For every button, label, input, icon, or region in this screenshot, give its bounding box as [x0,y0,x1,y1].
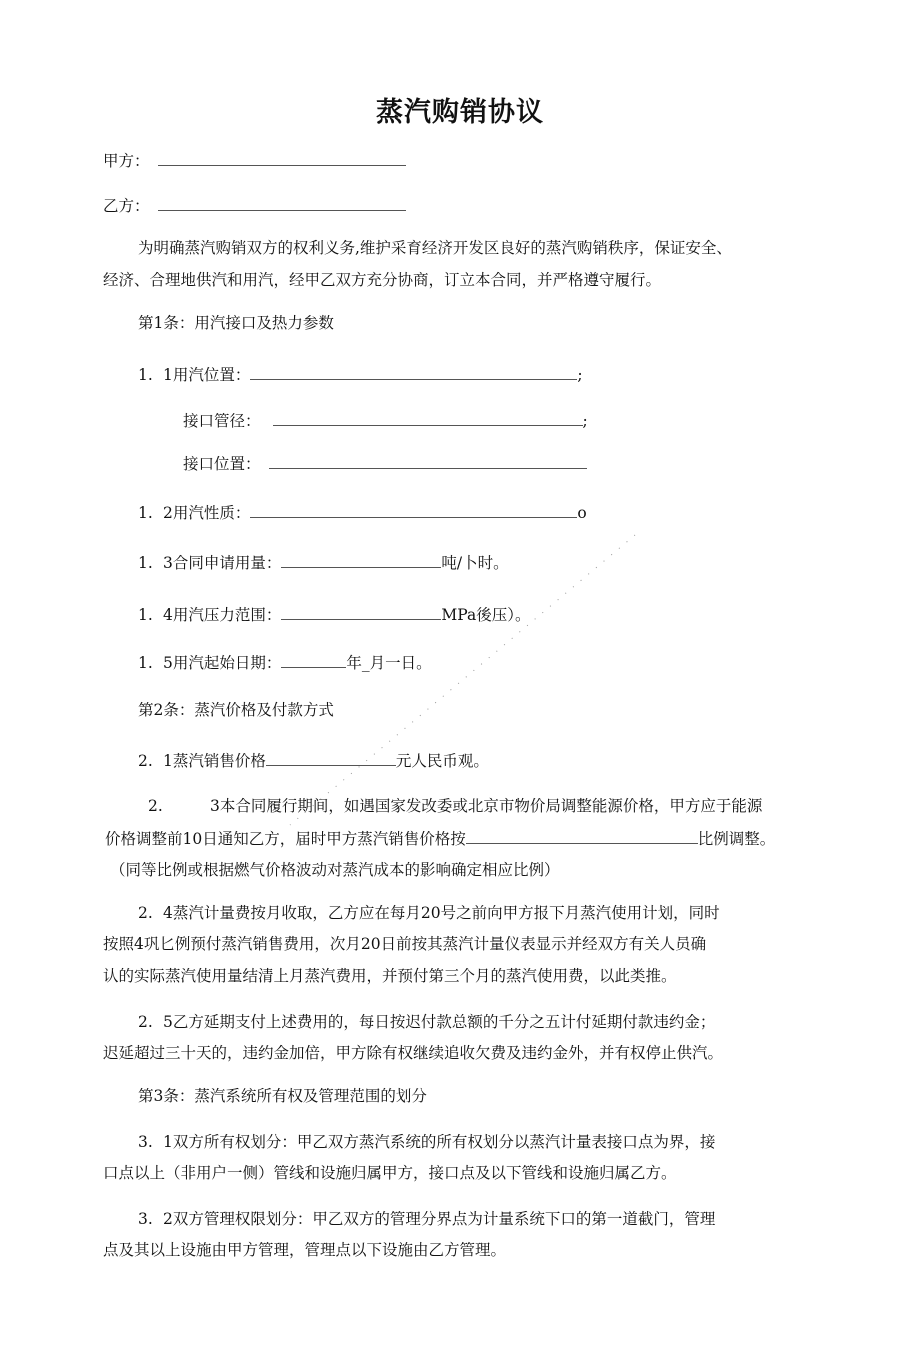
clause-end: ; [577,366,583,384]
party-a-label: 甲方： [103,152,150,170]
article-3-heading: 第3条：蒸汽系统所有权及管理范围的划分 [138,1087,427,1105]
clause-3-1-line-2: 口点以上（非用户一侧）管线和设施归属甲方，接口点及以下管线和设施归属乙方。 [103,1164,677,1182]
clause-end: 吨/卜时。 [441,554,509,572]
clause-number: 2. [148,797,163,815]
clause-label: 4用汽压力范围： [163,606,282,624]
clause-number: 1. [138,606,153,624]
clause-text: 5乙方延期支付上述费用的，每日按迟付款总额的千分之五计付延期付款违约金； [163,1013,716,1031]
clause-end: o [577,504,587,522]
clause-number: 2. [138,752,153,770]
pipe-label: 接口管径： [183,412,261,430]
clause-2-4-line-2: 按照4巩匕例预付蒸汽销售费用，次月20日前按其蒸汽计量仪表显示并经双方有关人员确 [103,935,707,953]
intro-line-1: 为明确蒸汽购销双方的权利义务,维护采育经济开发区良好的蒸汽购销秩序，保证安全、 [138,239,732,257]
clause-text: 4蒸汽计量费按月收取，乙方应在每月20号之前向甲方报下月蒸汽使用计划，同时 [163,904,720,922]
clause-number: 3. [138,1133,153,1151]
clause-number: 1. [138,654,153,672]
clause-3-2-line-2: 点及其以上设施由甲方管理，管理点以下设施由乙方管理。 [103,1241,507,1259]
clause-number: 2. [138,904,153,922]
clause-end: MPa後压）。 [441,606,531,624]
clause-2-5-line-2: 迟延超过三十天的，违约金加倍，甲方除有权继续追收欠费及违约金外，并有权停止供汽。 [103,1044,724,1062]
clause-2-4-line-3: 认的实际蒸汽使用量结清上月蒸汽费用，并预付第三个月的蒸汽使用费，以此类推。 [103,967,677,985]
article-1-heading: 第1条：用汽接口及热力参数 [138,314,334,332]
clause-text: 3本合同履行期间，如遇国家发改委或北京市物价局调整能源价格，甲方应于能源 [210,797,763,815]
clause-number: 1. [138,366,153,384]
clause-end: 元人民币观。 [395,752,489,770]
clause-text: 价格调整前10日通知乙方，届时甲方蒸汽销售价格按 [105,830,466,848]
clause-2-3-line-3: （同等比例或根据燃气价格波动对蒸汽成本的影响确定相应比例） [110,861,560,879]
document-title: 蒸汽购销协议 [376,97,544,128]
intro-line-2: 经济、合理地供汽和用汽，经甲乙双方充分协商，订立本合同，并严格遵守履行。 [103,271,662,289]
article-2-heading: 第2条：蒸汽价格及付款方式 [138,701,334,719]
clause-label: 1蒸汽销售价格 [163,752,266,770]
clause-label: 1用汽位置： [163,366,251,384]
position-label: 接口位置： [183,455,261,473]
clause-label: 3合同申请用量： [163,554,282,572]
clause-text: 2双方管理权限划分：甲乙双方的管理分界点为计量系统下口的第一道截门，管理 [163,1210,716,1228]
clause-number: 3. [138,1210,153,1228]
clause-label: 2用汽性质： [163,504,251,522]
clause-number: 1. [138,504,153,522]
clause-number: 1. [138,554,153,572]
clause-end: 比例调整。 [697,830,776,848]
party-b-label: 乙方： [103,197,150,215]
clause-text: 1双方所有权划分：甲乙双方蒸汽系统的所有权划分以蒸汽计量表接口点为界，接 [163,1133,716,1151]
clause-label: 5用汽起始日期： [163,654,282,672]
clause-number: 2. [138,1013,153,1031]
clause-end: 年_月一日。 [346,654,432,672]
clause-end: ; [582,412,588,430]
